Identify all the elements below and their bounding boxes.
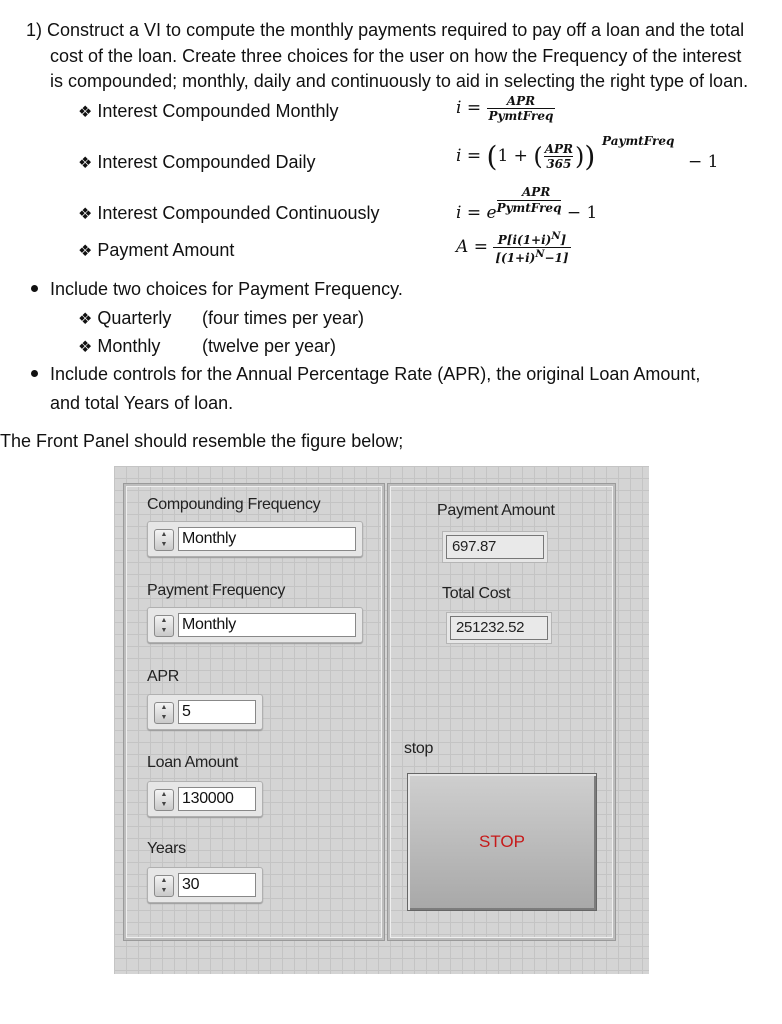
payment-frequency-label: Payment Frequency [147, 582, 286, 599]
total-cost-value: 251232.52 [450, 616, 548, 640]
choice-monthly-note: (twelve per year) [202, 336, 337, 356]
question-line-3: is compounded; monthly, daily and continuously to aid in selecting the right type of loan. [50, 71, 749, 91]
formula-item-daily: ❖ Interest Compounded Daily [78, 152, 316, 172]
bullet-dot-icon [31, 370, 38, 377]
years-label: Years [147, 840, 186, 857]
apr-input[interactable]: 5 [178, 700, 256, 724]
diamond-bullet-icon: ❖ [78, 339, 93, 356]
decrement-arrow-icon[interactable]: ▼ [160, 627, 168, 634]
front-panel-intro: The Front Panel should resemble the figure below; [0, 431, 404, 451]
increment-arrow-icon[interactable]: ▲ [160, 704, 168, 711]
loan-amount-label: Loan Amount [147, 754, 238, 771]
formula-daily: i = (1 + ( $\frac{\text{APR}}{365}$ )) [456, 140, 596, 173]
numeric-spinner[interactable] [154, 875, 174, 897]
choice-quarterly: ❖ Quarterly [78, 308, 172, 328]
diamond-bullet-icon: ❖ [78, 155, 93, 172]
apr-control[interactable] [147, 694, 263, 730]
increment-arrow-icon[interactable]: ▲ [160, 877, 168, 884]
loan-amount-input[interactable]: 130000 [178, 787, 256, 811]
compounding-frequency-value[interactable]: Monthly [178, 527, 356, 551]
bullet-controls-line-2: and total Years of loan. [50, 393, 234, 413]
decrement-arrow-icon[interactable]: ▼ [160, 801, 168, 808]
diamond-bullet-icon: ❖ [78, 206, 93, 223]
apr-label: APR [147, 668, 179, 685]
increment-arrow-icon[interactable]: ▲ [160, 531, 168, 538]
formula-item-monthly: ❖ Interest Compounded Monthly [78, 101, 339, 121]
choice-quarterly-note: (four times per year) [202, 308, 365, 328]
diamond-bullet-icon: ❖ [78, 104, 93, 121]
increment-arrow-icon[interactable]: ▲ [160, 791, 168, 798]
bullet-payment-frequency: Include two choices for Payment Frequency. [50, 279, 403, 299]
decrement-arrow-icon[interactable]: ▼ [160, 714, 168, 721]
decrement-arrow-icon[interactable]: ▼ [160, 541, 168, 548]
formula-daily-minus-one: − 1 [688, 152, 719, 172]
formula-item-continuous: ❖ Interest Compounded Continuously [78, 203, 380, 223]
diamond-bullet-icon: ❖ [78, 311, 93, 328]
formula-continuous-apr: APR [522, 185, 551, 199]
payment-amount-label: Payment Amount [437, 502, 555, 519]
formula-continuous: $i = e^{PymtFreq} - 1$ [456, 201, 598, 223]
payment-frequency-ring[interactable] [147, 607, 363, 643]
formula-payment: A = $\frac{P[i(1+i)^N]}{[(1+i)^N-1]}$ [456, 231, 569, 265]
loan-amount-control[interactable] [147, 781, 263, 817]
stop-button[interactable]: STOP [408, 774, 596, 910]
increment-arrow-icon[interactable]: ▲ [160, 617, 168, 624]
stop-label: stop [404, 740, 434, 757]
formula-item-payment: ❖ Payment Amount [78, 240, 235, 260]
payment-amount-indicator [442, 531, 548, 563]
compounding-frequency-ring[interactable] [147, 521, 363, 557]
decrement-arrow-icon[interactable]: ▼ [160, 887, 168, 894]
formula-daily-exponent: PaymtFreq [602, 134, 675, 148]
total-cost-indicator [446, 612, 552, 644]
question-line-2: cost of the loan. Create three choices for the user on how the Frequency of the interest [50, 46, 742, 66]
years-input[interactable]: 30 [178, 873, 256, 897]
payment-amount-value: 697.87 [446, 535, 544, 559]
bullet-dot-icon [31, 285, 38, 292]
diamond-bullet-icon: ❖ [78, 243, 93, 260]
payment-frequency-value[interactable]: Monthly [178, 613, 356, 637]
compounding-frequency-label: Compounding Frequency [147, 496, 321, 513]
ring-spinner[interactable] [154, 529, 174, 551]
formula-monthly: i = $\frac{\text{APR}}{\text{PymtFreq}}$ [456, 94, 554, 123]
numeric-spinner[interactable] [154, 702, 174, 724]
years-control[interactable] [147, 867, 263, 903]
total-cost-label: Total Cost [442, 585, 511, 602]
ring-spinner[interactable] [154, 615, 174, 637]
numeric-spinner[interactable] [154, 789, 174, 811]
bullet-controls-line-1: Include controls for the Annual Percentage Rate (APR), the original Loan Amount, [50, 364, 701, 384]
choice-monthly: ❖ Monthly [78, 336, 161, 356]
question-line-1: 1) Construct a VI to compute the monthly payments required to pay off a loan and the total [26, 20, 745, 40]
